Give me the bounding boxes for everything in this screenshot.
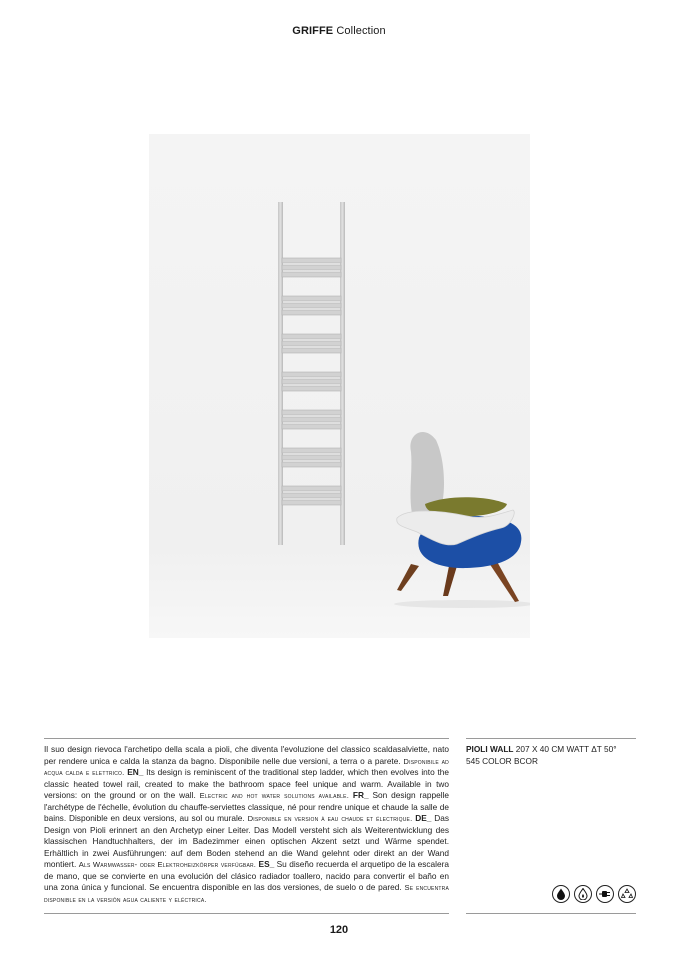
lang-label-fr: FR_ (352, 790, 369, 800)
desc-it-availability: Disponibile ad acqua calda e elettrico. (44, 756, 449, 777)
header-brand: GRIFFE (292, 25, 334, 37)
spec-model-name: PIOLI WALL (466, 744, 514, 754)
description-bottom-rule (44, 913, 449, 914)
spec-bottom-rule (466, 913, 636, 914)
header-section: Collection (336, 25, 386, 37)
spec-color: 545 COLOR BCOR (466, 755, 538, 766)
product-photo (149, 134, 530, 638)
spec-top-rule (466, 738, 636, 739)
spec-dimensions: 207 X 40 CM WATT ΔT 50° (515, 744, 617, 754)
electric-plug-icon (596, 885, 614, 903)
water-drop-icon (552, 885, 570, 903)
description-top-rule (44, 738, 449, 739)
desc-de: Das Design von Pioli erinnert an den Archetyp einer Leiter. Das Modell versteht sich als Weiterentwicklung des klassischen Handtuchhalters, der im Badezimmer einen optischen Akzent setzt und Wärme spendet. Erhältlich in zwei Ausführungen: auf dem Boden stehend an die Wand gelehnt oder direkt an der Wand montiert. (44, 813, 449, 869)
desc-en: Its design is reminiscent of the traditional step ladder, which then evolves into the classic heated towel rail, created to make the bathroom space feel unique and warm. Available in two versions: on the ground or on the wall. (44, 767, 450, 800)
desc-de-availability: Als Warmwasser- oder Elektroheizkörper verfügbar. (78, 860, 257, 869)
lang-label-de: DE_ (415, 813, 432, 823)
desc-fr: Son design rappelle l'archétype de l'échelle, évolution du chauffe-serviettes classique, né pour rendre unique et chaude la salle de bains. Disponible en deux versions, au sol ou murale. (44, 790, 449, 823)
desc-en-availability: Electric and hot water solutions available. (199, 791, 350, 800)
page-number: 120 (329, 924, 349, 936)
desc-it: Il suo design rievoca l'archetipo della scala a pioli, che diventa l'evoluzione del classico scaldasalviette, nato per rendere unica e calda la stanza da bagno. Disponibile nelle due versioni, a terra o a parete. (44, 744, 449, 766)
lang-label-es: ES_ (258, 859, 275, 869)
desc-es-availability: Se encuentra disponible en la versión agua caliente y eléctrica. (44, 883, 449, 904)
desc-fr-availability: Disponible en version à eau chaude et électrique. (247, 814, 413, 823)
page-header (0, 25, 678, 37)
lang-label-en: EN_ (127, 767, 144, 777)
feature-icons (546, 885, 636, 907)
water-flame-icon (574, 885, 592, 903)
desc-es: Su diseño recuerda el arquetipo de la escalera de mano, que se convierte en una evolución del clásico radiador toallero, nacido para convertir el baño en una zona única y funcional. Se encuentra disponible en las dos versiones, de suelo o de pared. (44, 859, 449, 892)
multilingual-description (44, 744, 449, 905)
recycle-icon (618, 885, 636, 903)
product-spec (466, 744, 636, 767)
